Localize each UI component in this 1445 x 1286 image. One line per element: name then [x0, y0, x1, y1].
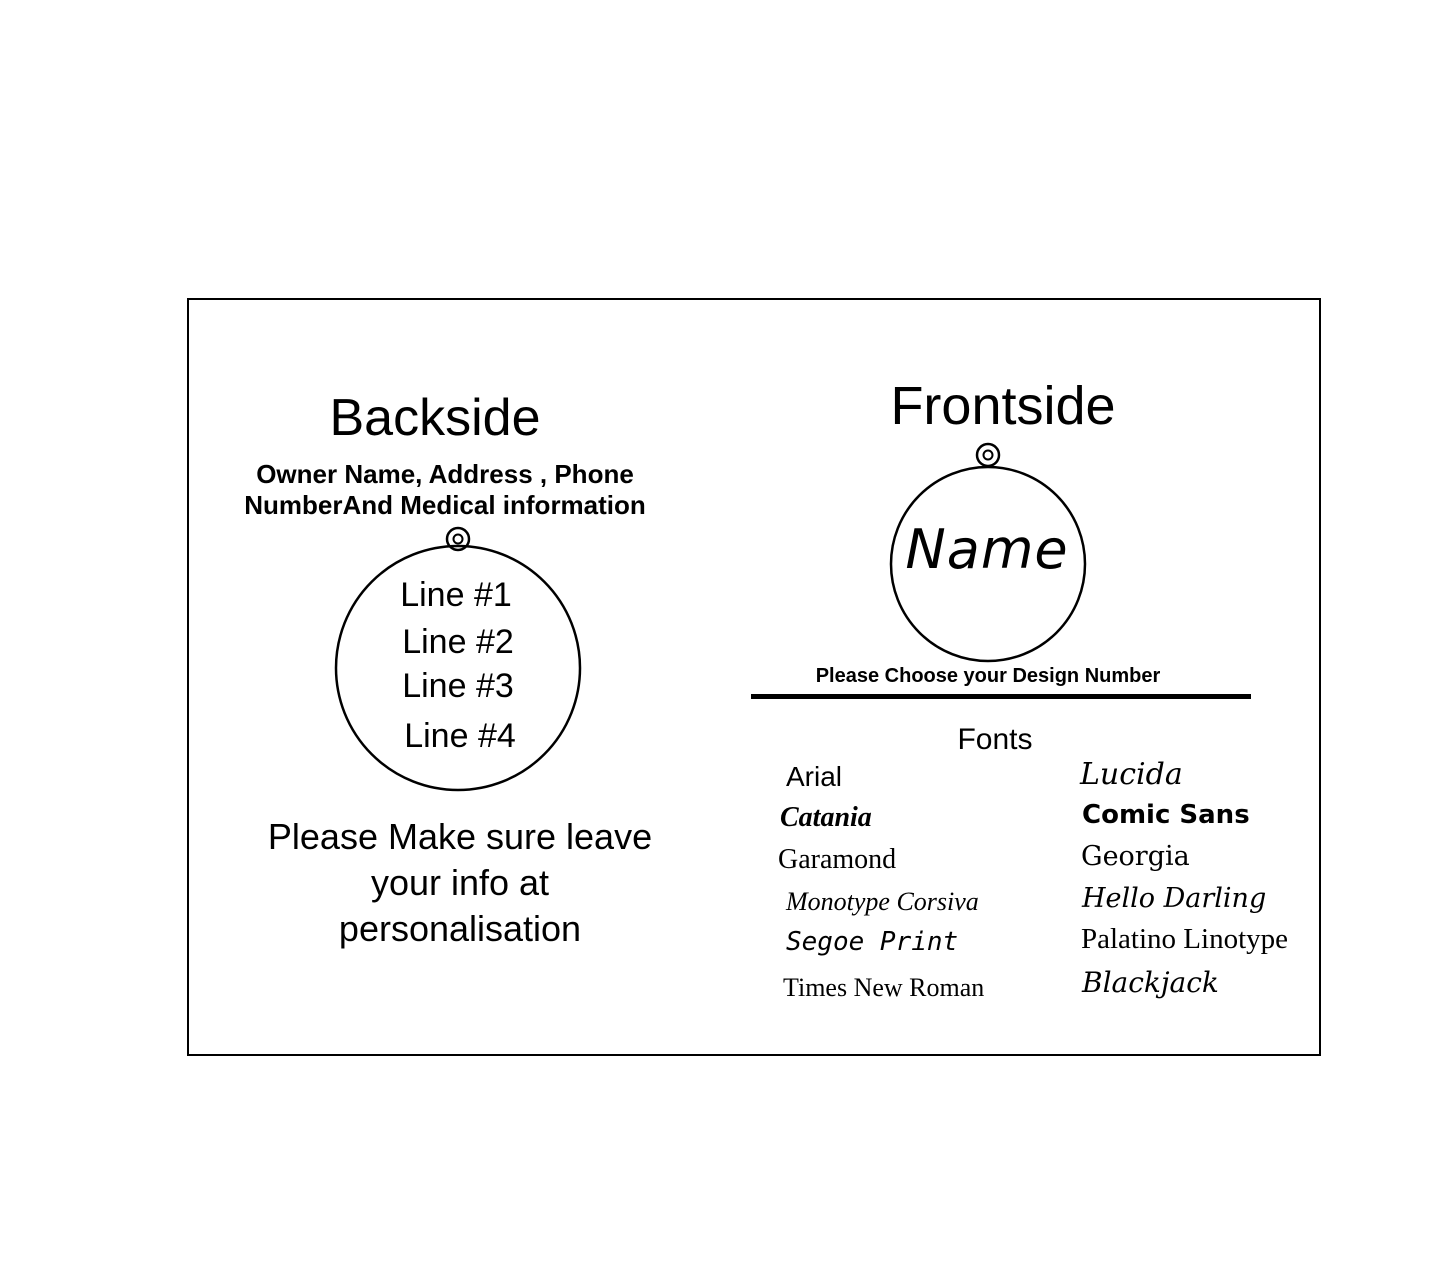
font-georgia: Georgia: [1081, 841, 1190, 872]
font-monotype-corsiva: Monotype Corsiva: [786, 887, 979, 916]
frontside-title: Frontside: [890, 376, 1116, 436]
font-palatino-linotype: Palatino Linotype: [1081, 923, 1288, 955]
frontside-tag-name: Name: [905, 518, 1069, 581]
font-comic-sans: Comic Sans: [1082, 800, 1250, 830]
font-catania: Catania: [780, 802, 872, 833]
backside-title: Backside: [329, 389, 541, 447]
font-segoe-print: Segoe Print: [786, 927, 959, 957]
font-blackjack: Blackjack: [1082, 966, 1219, 999]
backside-line-2: Line #2: [402, 623, 514, 661]
design-number-note: Please Choose your Design Number: [815, 665, 1161, 687]
font-hello-darling: Hello Darling: [1082, 883, 1267, 914]
fonts-heading: Fonts: [957, 723, 1033, 756]
font-times-new-roman: Times New Roman: [783, 973, 985, 1002]
section-divider: [751, 694, 1251, 699]
font-garamond: Garamond: [778, 844, 897, 875]
backside-line-3: Line #3: [402, 667, 514, 705]
font-arial: Arial: [786, 761, 843, 792]
backside-line-4: Line #4: [404, 717, 516, 755]
font-lucida: Lucida: [1080, 757, 1183, 792]
backside-line-1: Line #1: [400, 576, 512, 614]
personalisation-note: Please Make sure leave your info at personalisation: [267, 816, 653, 949]
backside-subtitle: Owner Name, Address , Phone NumberAnd Medical information: [244, 459, 646, 520]
